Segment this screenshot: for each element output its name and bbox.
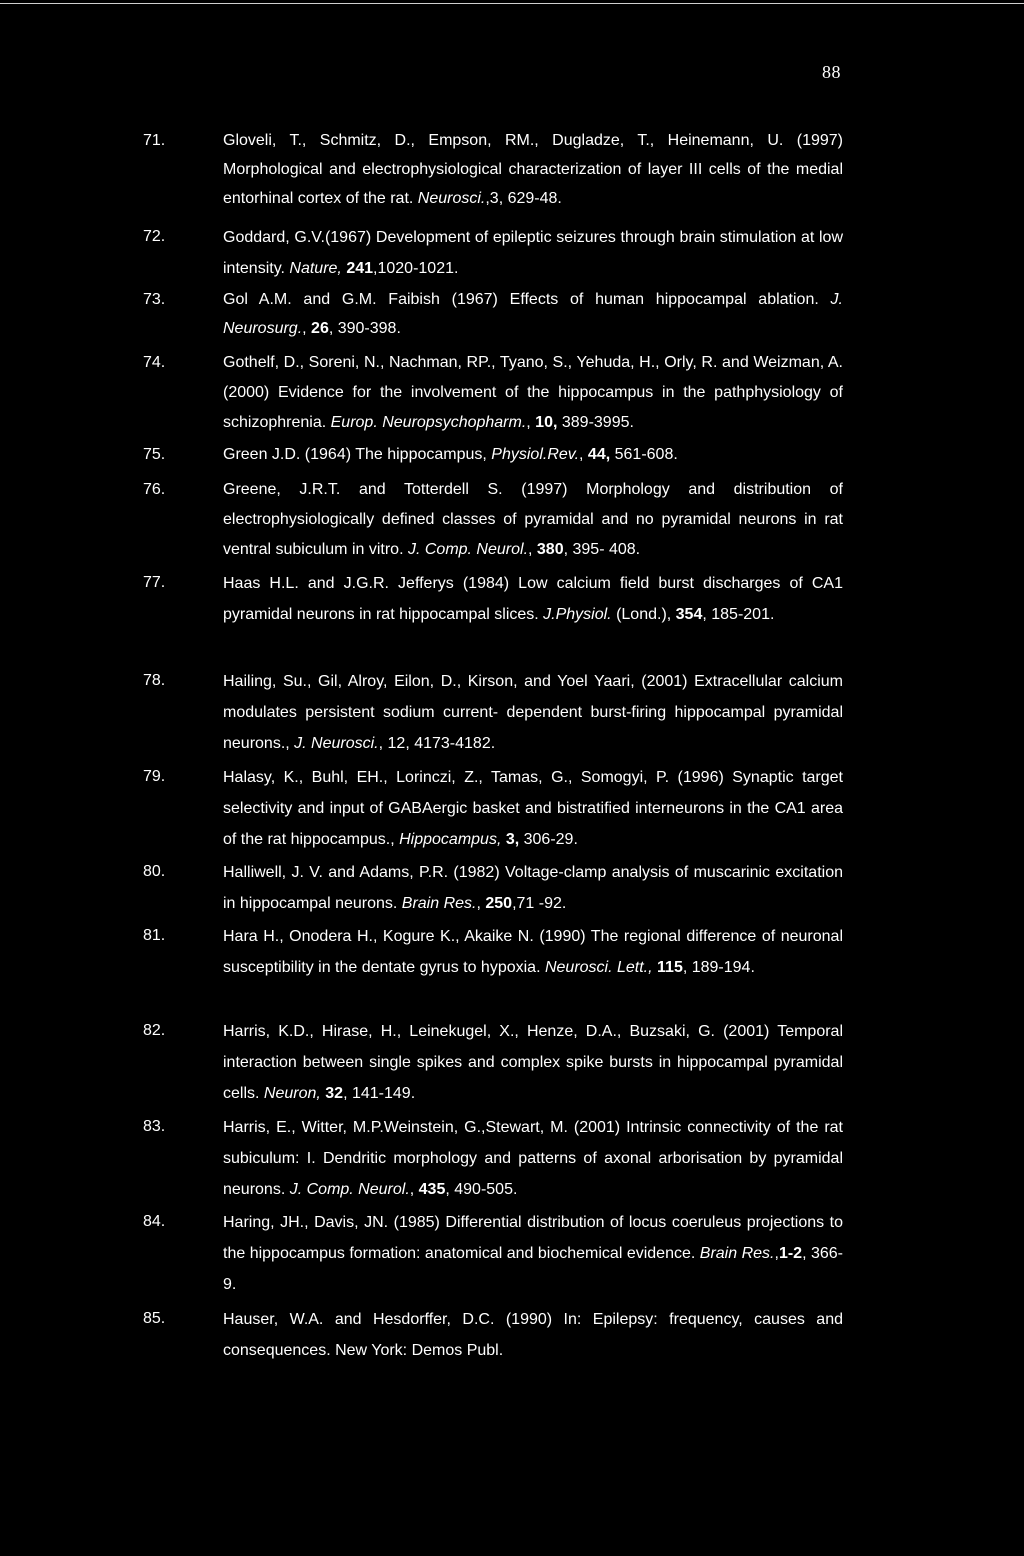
reference-text <box>223 440 843 469</box>
reference-text <box>223 857 843 919</box>
reference-number: 77. <box>143 574 166 591</box>
reference-segment: Brain Res. <box>401 895 477 912</box>
reference-segment: ,3, 629-48. <box>485 190 562 207</box>
reference-number: 79. <box>143 768 166 785</box>
reference-segment: , 141-149. <box>343 1085 416 1102</box>
reference-segment: Neurosci. <box>417 190 486 207</box>
reference-number: 85. <box>143 1310 166 1327</box>
reference-segment: Brain Res. <box>699 1245 775 1262</box>
reference-segment: Gol A.M. and G.M. Faibish (1967) Effects of human hippocampal ablation. <box>223 291 831 308</box>
reference-text <box>223 348 843 438</box>
reference-segment: (Lond.), <box>611 606 676 623</box>
reference-segment: 44, <box>587 446 611 463</box>
reference-number: 84. <box>143 1213 166 1230</box>
reference-segment: , <box>528 541 537 558</box>
reference-number: 83. <box>143 1118 166 1135</box>
reference-text <box>223 1304 843 1366</box>
reference-segment: Europ. Neuropsychopharm. <box>330 414 527 431</box>
reference-segment: Nature, <box>289 260 342 277</box>
reference-segment: Hara H., Onodera H., Kogure K., Akaike N. (1990) The regional difference of neuronal susceptibility in the dentate gyrus to hypoxia. <box>223 928 843 976</box>
reference-segment: , <box>409 1181 419 1198</box>
reference-segment: Haas H.L. and J.G.R. Jefferys (1984) Low calcium field burst discharges of CA1 pyramidal neurons in rat hippocampal slices. <box>223 575 843 623</box>
reference-segment: , 185-201. <box>702 606 775 623</box>
reference-segment: , 390-398. <box>328 320 401 337</box>
reference-segment: 10, <box>535 414 558 431</box>
reference-segment: Hauser, W.A. and Hesdorffer, D.C. (1990) In: Epilepsy: frequency, causes and consequences. New York: Demos Publ. <box>223 1311 843 1359</box>
reference-segment: Green J.D. (1964) The hippocampus, <box>223 446 492 463</box>
reference-segment: 250 <box>485 895 513 912</box>
reference-segment: Hailing, Su., Gil, Alroy, Eilon, D., Kirson, and Yoel Yaari, (2001) Extracellular calcium modulates persistent sodium current- dependent burst-firing hippocampal pyramidal neurons., <box>223 673 843 752</box>
reference-number: 76. <box>143 481 166 498</box>
reference-segment: Greene, J.R.T. and Totterdell S. (1997) Morphology and distribution of electrophysiologically defined classes of pyramidal and no pyramidal neurons in rat ventral subiculum in vitro. <box>223 481 843 558</box>
reference-segment: Harris, K.D., Hirase, H., Leinekugel, X., Henze, D.A., Buzsaki, G. (2001) Temporal interaction between single spikes and complex spike bursts in hippocampal pyramidal cells. <box>223 1023 843 1102</box>
reference-segment: 241 <box>346 260 374 277</box>
reference-segment: 32 <box>325 1085 344 1102</box>
reference-segment: Gothelf, D., Soreni, N., Nachman, RP., Tyano, S., Yehuda, H., Orly, R. and Weizman, A. (2000) Evidence for the involvement of the hippocampus in the pathphysiology of schizophrenia. <box>223 354 843 431</box>
reference-text <box>223 1207 843 1300</box>
reference-text <box>223 285 843 343</box>
reference-text <box>223 475 843 565</box>
reference-segment: Neuron, <box>263 1085 321 1102</box>
reference-number: 74. <box>143 354 166 371</box>
reference-segment: ,71 -92. <box>512 895 567 912</box>
top-rule <box>0 3 1024 4</box>
reference-segment: , 366-9. <box>223 1245 844 1293</box>
reference-number: 72. <box>143 228 166 245</box>
reference-text <box>223 222 843 284</box>
reference-segment: 354 <box>675 606 703 623</box>
reference-number: 82. <box>143 1022 166 1039</box>
reference-segment: Neurosci. Lett., <box>544 959 653 976</box>
reference-segment: Physiol.Rev. <box>491 446 580 463</box>
reference-segment: , <box>579 446 588 463</box>
reference-number: 78. <box>143 672 166 689</box>
page-number: 88 <box>822 62 841 82</box>
reference-text <box>223 762 843 855</box>
reference-segment: , <box>526 414 536 431</box>
reference-segment: J. Neurosurg. <box>223 291 843 337</box>
reference-number: 81. <box>143 927 166 944</box>
reference-segment: , <box>774 1245 779 1262</box>
reference-segment: 380 <box>536 541 564 558</box>
reference-text <box>223 1016 843 1109</box>
reference-segment: 1-2 <box>778 1245 803 1262</box>
reference-segment: Gloveli, T., Schmitz, D., Empson, RM., Dugladze, T., Heinemann, U. (1997) Morphological and electrophysiological characterization of layer III cells of the medial entorhinal cortex of the rat. <box>223 132 843 207</box>
reference-segment: Halliwell, J. V. and Adams, P.R. (1982) Voltage-clamp analysis of muscarinic excitation in hippocampal neurons. <box>223 864 843 912</box>
reference-segment: , 12, 4173-4182. <box>378 735 496 752</box>
reference-segment: J.Physiol. <box>543 606 612 623</box>
reference-number: 71. <box>143 132 166 149</box>
reference-text <box>223 126 843 213</box>
reference-text <box>223 921 843 983</box>
reference-segment: , 189-194. <box>682 959 755 976</box>
reference-segment: Haring, JH., Davis, JN. (1985) Differential distribution of locus coeruleus projections to the hippocampus formation: anatomical and biochemical evidence. <box>223 1214 843 1262</box>
reference-segment: , <box>302 320 312 337</box>
reference-segment: Halasy, K., Buhl, EH., Lorinczi, Z., Tamas, G., Somogyi, P. (1996) Synaptic target selectivity and input of GABAergic basket and bistratified interneurons in the CA1 area of the rat hippocampus., <box>223 769 843 848</box>
reference-segment: 3, <box>505 831 520 848</box>
reference-text <box>223 568 843 630</box>
reference-segment: J. Comp. Neurol. <box>289 1181 410 1198</box>
reference-segment: 389-3995. <box>557 414 634 431</box>
reference-segment: Hippocampus, <box>399 831 502 848</box>
reference-segment: ,1020-1021. <box>373 260 459 277</box>
reference-segment: , 395- 408. <box>563 541 641 558</box>
reference-segment: , 490-505. <box>445 1181 518 1198</box>
reference-text <box>223 666 843 759</box>
reference-segment: Goddard, G.V.(1967) Development of epileptic seizures through brain stimulation at low intensity. <box>223 229 843 277</box>
reference-segment: 435 <box>418 1181 446 1198</box>
reference-segment: J. Comp. Neurol. <box>407 541 529 558</box>
reference-text <box>223 1112 843 1205</box>
reference-segment: 26 <box>311 320 329 337</box>
reference-segment: , <box>476 895 486 912</box>
reference-number: 75. <box>143 446 166 463</box>
reference-number: 73. <box>143 291 166 308</box>
reference-segment: J. Neurosci. <box>294 735 379 752</box>
reference-segment: 306-29. <box>519 831 578 848</box>
reference-segment: Harris, E., Witter, M.P.Weinstein, G.,Stewart, M. (2001) Intrinsic connectivity of the rat subiculum: I. Dendritic morphology and patterns of axonal arborisation by pyramidal neurons. <box>223 1119 843 1198</box>
reference-number: 80. <box>143 863 166 880</box>
reference-segment: 561-608. <box>610 446 678 463</box>
reference-segment: 115 <box>657 959 683 976</box>
